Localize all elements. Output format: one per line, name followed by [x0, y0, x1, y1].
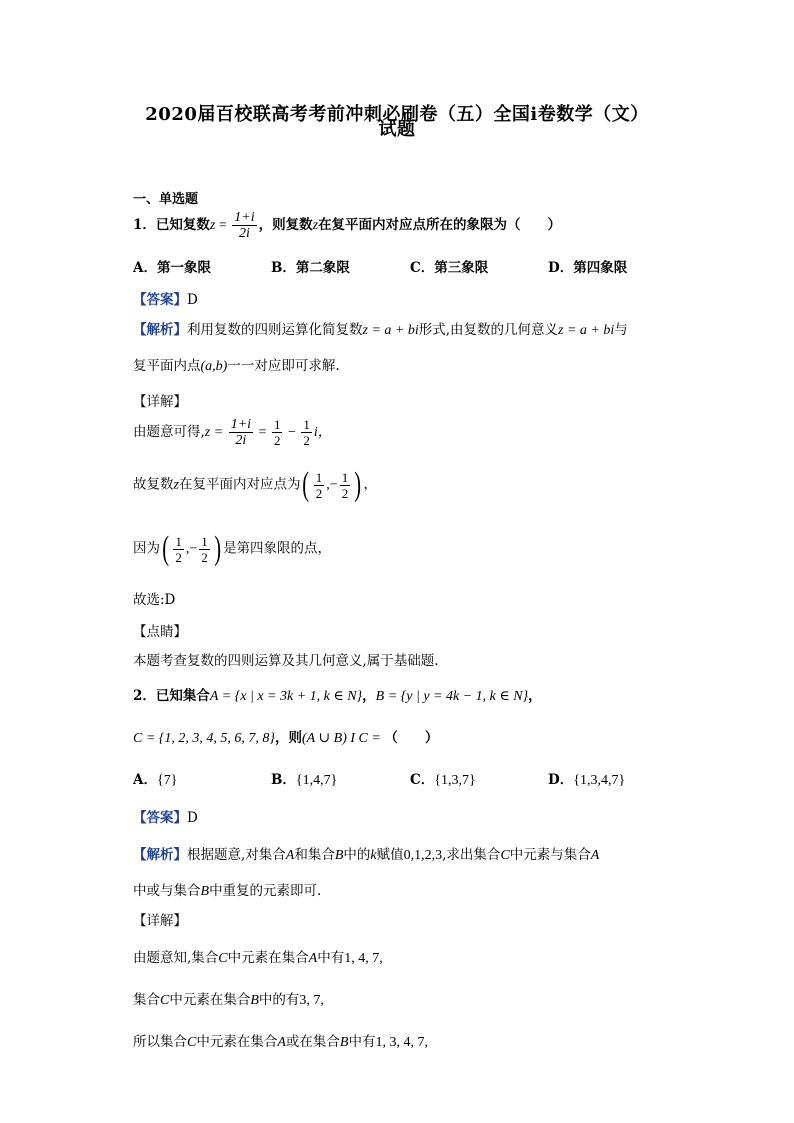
question-number: 2． — [133, 688, 156, 704]
detail-step-3: 所以集合C中元素在集合A或在集合B中有1, 3, 4, 7, — [133, 1034, 428, 1050]
analysis-line-1: 【解析】根据题意,对集合A和集合B中的k赋值0,1,2,3,求出集合C中元素与集合A — [133, 847, 600, 863]
fraction-denominator: 2i — [238, 226, 250, 241]
math-variable: z — [312, 218, 319, 233]
detail-step-1: 由题意可得,z = $\frac{1+i}{2i}$ = $\frac{1}{2}$ − $\frac{1}{2}$ i， — [133, 417, 332, 448]
question-expression: (A ∪ B) I C = — [301, 731, 385, 746]
question-number: 1． — [133, 217, 156, 233]
fraction: $\frac{1}{2}$ — [201, 533, 208, 565]
analysis-line-2: 中或与集合B中重复的元素即可. — [133, 883, 322, 899]
answer-tag: 【答案】 — [133, 810, 187, 826]
fraction: $\frac{1}{2}$ — [303, 417, 310, 448]
question-1-stem — [133, 210, 561, 241]
section-heading: 一、单选题 — [133, 192, 199, 207]
question-2-stem-line-1: 2．已知集合A = {x | x = 3k + 1, k ∈ N}，B = {y | y = 4k − 1, k ∈ N}， — [133, 688, 542, 704]
set-a: A = {x | x = 3k + 1, k ∈ N} — [209, 689, 363, 704]
answer-line — [133, 806, 198, 826]
math-variable: z — [209, 218, 216, 233]
choice-line: 故选:D — [133, 592, 176, 608]
fraction: $\frac{1}{2}$ — [341, 469, 349, 501]
detail-step-3: 因为( $\frac{1}{2}$ ,− $\frac{1}{2}$ ) 是第四象限的点， — [133, 530, 332, 567]
option-c: C．第三象限 — [410, 260, 489, 276]
answer-line — [133, 288, 198, 308]
fraction: $\frac{1+i}{2i}$ — [230, 417, 252, 448]
option-d: D．{1,3,4,7} — [548, 772, 626, 788]
analysis-line-2: 复平面内点(a,b)一一对应即可求解. — [133, 358, 340, 374]
comment-text: 本题考查复数的四则运算及其几何意义,属于基础题. — [133, 653, 439, 669]
detail-tag: 【详解】 — [133, 913, 187, 929]
set-b: B = {y | y = 4k − 1, k ∈ N} — [375, 689, 529, 704]
fraction-numerator: 1+i — [234, 210, 255, 225]
question-text: ，则复数 — [258, 217, 313, 233]
option-b: B．第二象限 — [271, 260, 350, 276]
analysis-tag: 【解析】 — [133, 847, 187, 863]
analysis-tag: 【解析】 — [133, 322, 187, 338]
page-title-second-line: 试题 — [378, 119, 416, 140]
answer-value: D — [187, 810, 198, 826]
detail-step-2: 集合C中元素在集合B中的有3, 7, — [133, 992, 324, 1008]
page-title-line2 — [0, 115, 794, 141]
detail-tag: 【详解】 — [133, 394, 187, 410]
math-expression: z = a + bi — [362, 323, 419, 338]
comment-tag: 【点睛】 — [133, 624, 187, 640]
math-point: (a,b) — [200, 359, 228, 374]
question-2-stem-line-2: C = {1, 2, 3, 4, 5, 6, 7, 8}，则(A ∪ B) I C = （ ） — [133, 730, 439, 746]
fraction: $\frac{1}{2}$ — [315, 469, 323, 501]
option-a: A．{7} — [133, 772, 178, 788]
fraction — [232, 210, 256, 241]
option-c: C．{1,3,7} — [410, 772, 476, 788]
page-title: 2020届百校联高考考前冲刺必刷卷（五）全国i卷数学（文） — [145, 104, 649, 125]
fraction: $\frac{1}{2}$ — [175, 533, 182, 565]
detail-step-1: 由题意知,集合C中元素在集合A中有1, 4, 7, — [133, 950, 383, 966]
math-expression: z = a + bi — [558, 323, 615, 338]
option-a: A．第一象限 — [133, 260, 211, 276]
set-c: C = {1, 2, 3, 4, 5, 6, 7, 8} — [133, 731, 275, 746]
detail-step-2: 故复数z在复平面内对应点为( $\frac{1}{2}$ ,− $\frac{1}{2}$ ) ， — [133, 466, 378, 503]
question-text: 在复平面内对应点所在的象限为（ ） — [318, 217, 562, 233]
answer-value: D — [187, 292, 198, 308]
fraction: $\frac{1}{2}$ — [273, 417, 281, 448]
option-d: D．第四象限 — [548, 260, 628, 276]
analysis-line-1: 【解析】利用复数的四则运算化简复数z = a + bi形式,由复数的几何意义z = a + bi与 — [133, 322, 628, 338]
math-equals: = — [215, 218, 231, 233]
question-text: 已知复数 — [155, 217, 210, 233]
answer-tag: 【答案】 — [133, 292, 187, 308]
option-b: B．{1,4,7} — [271, 772, 338, 788]
